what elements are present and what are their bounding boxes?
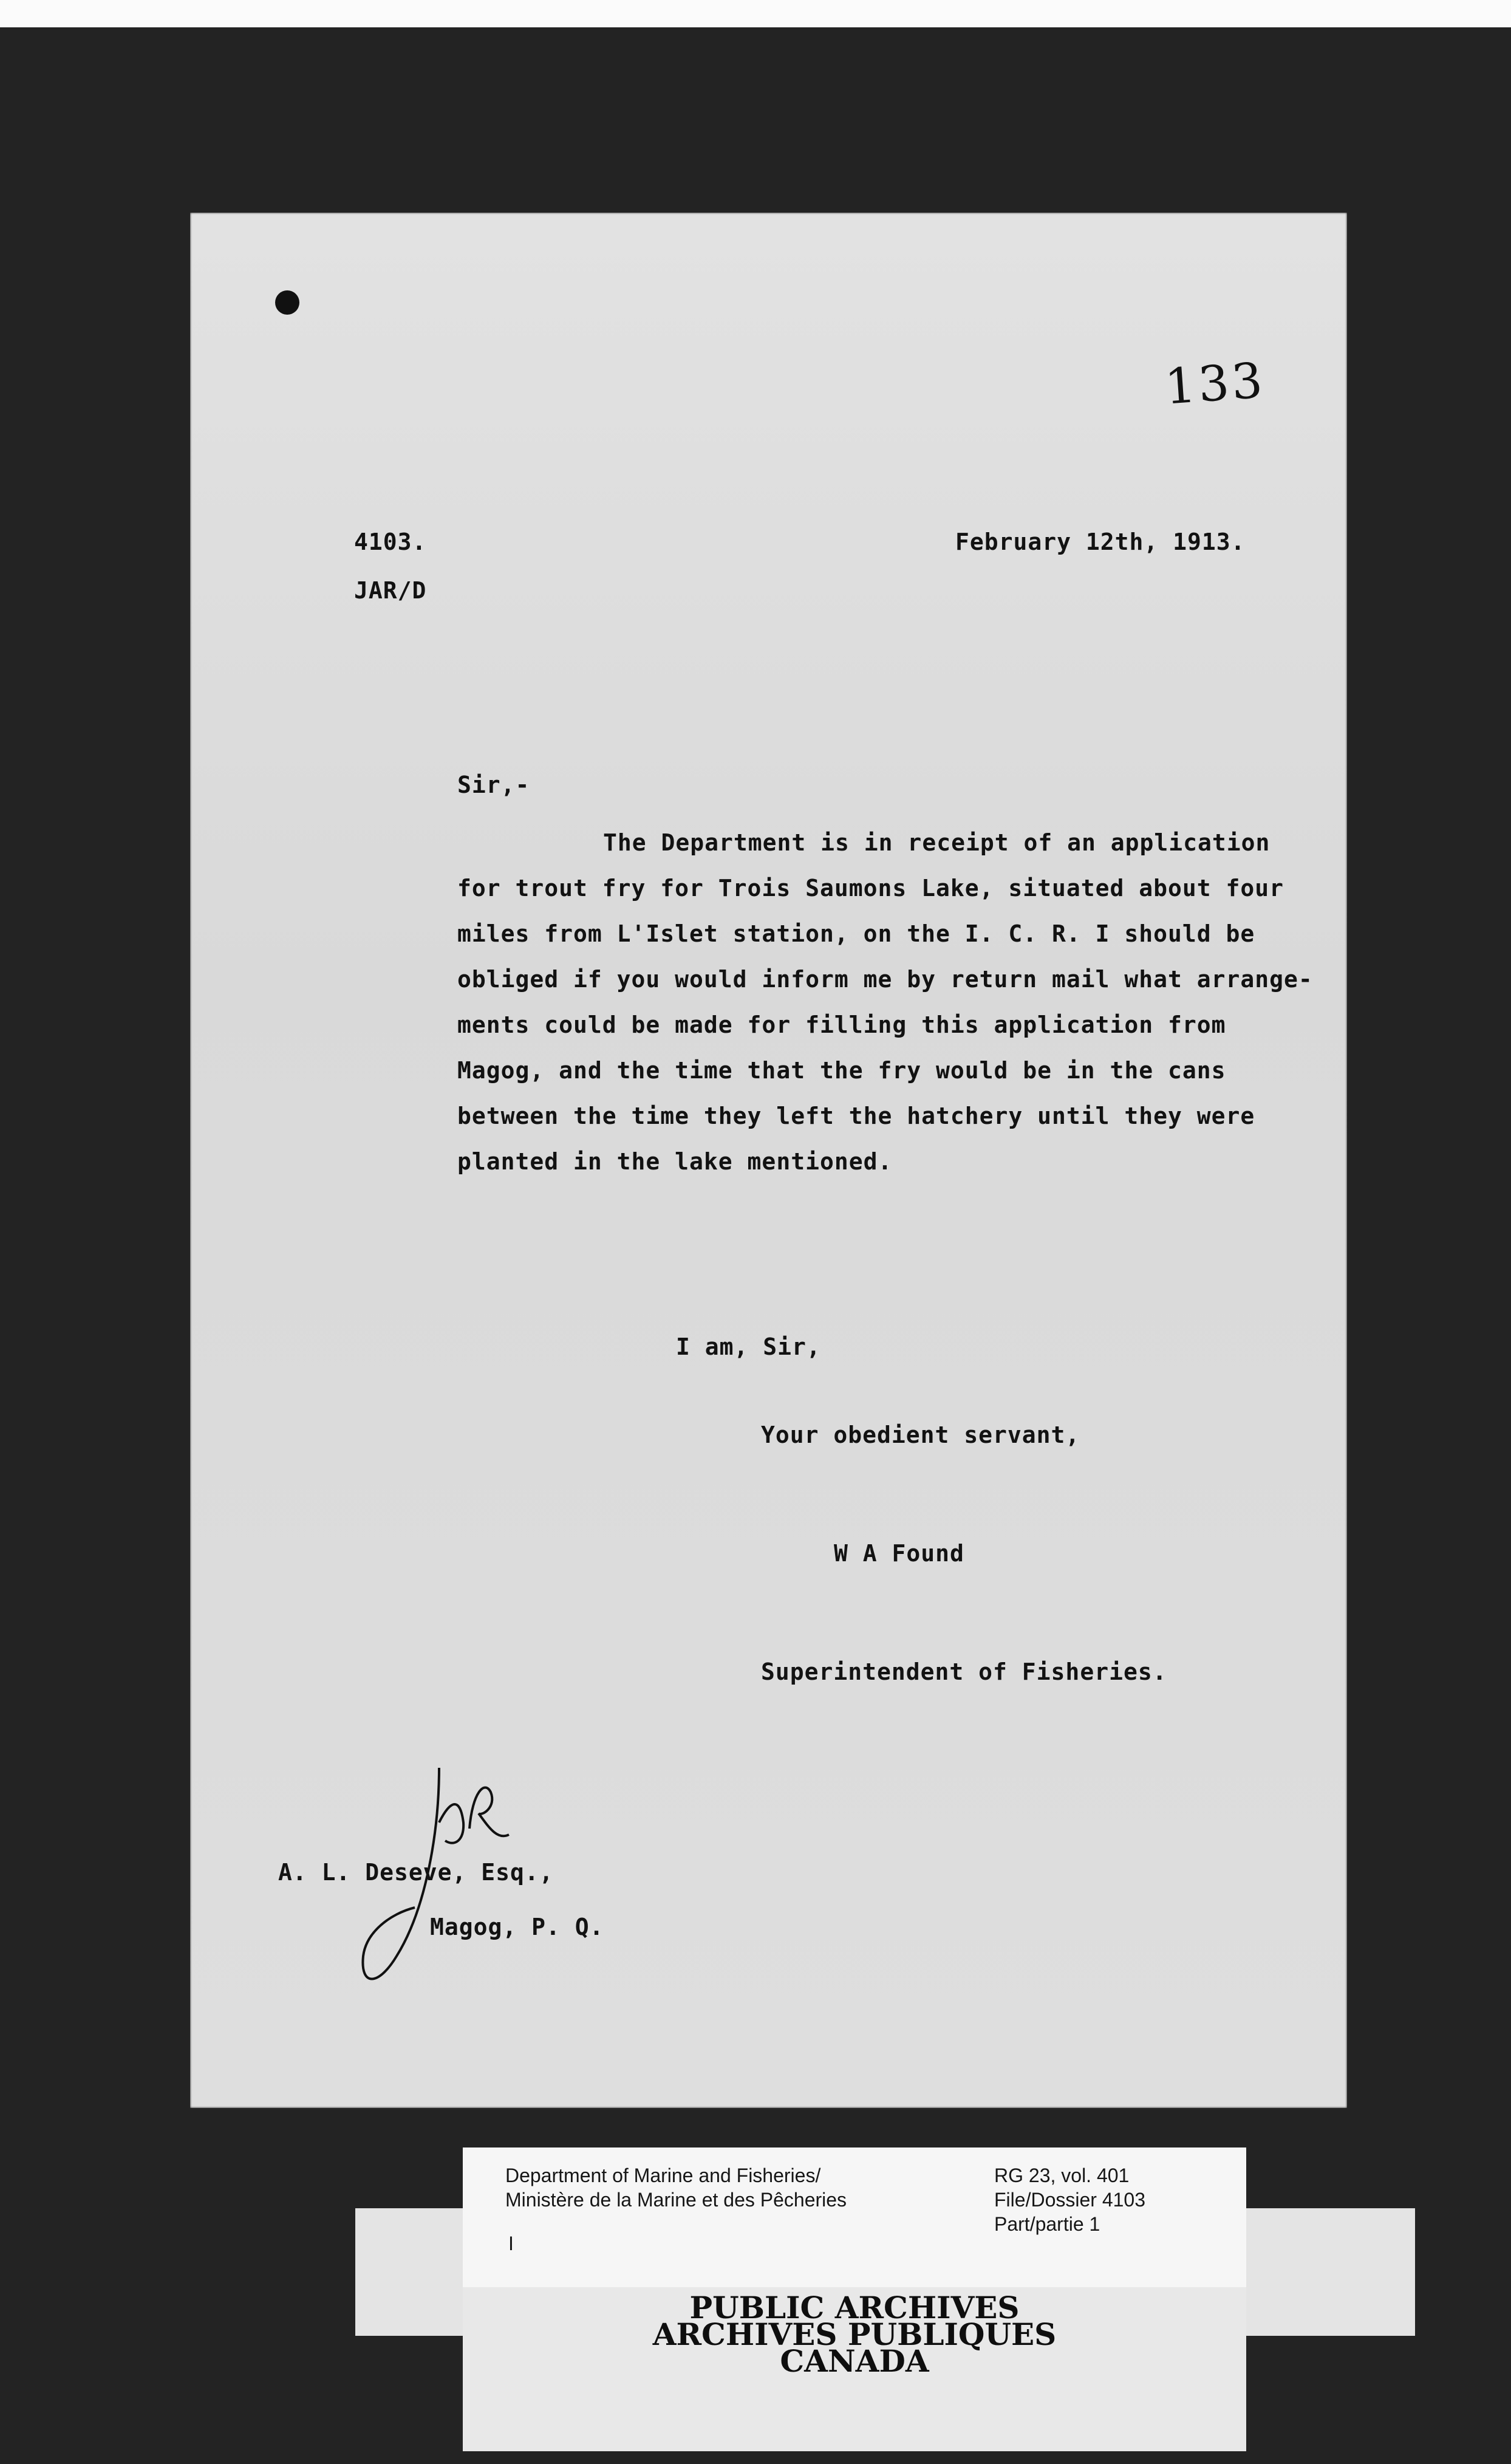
archive-reference-label — [463, 2147, 1246, 2287]
file-number: 4103. — [354, 529, 427, 555]
body-line: ments could be made for filling this application from — [457, 1011, 1226, 1038]
body-line: between the time they left the hatchery until they were — [457, 1103, 1255, 1129]
department-en: Department of Marine and Fisheries/ — [505, 2165, 821, 2186]
punch-hole — [275, 290, 299, 315]
archive-stamp — [463, 2287, 1246, 2451]
department-fr: Ministère de la Marine et des Pêcheries — [505, 2189, 847, 2211]
record-group: RG 23, vol. 401 — [994, 2165, 1130, 2186]
stamp-line-1: PUBLIC ARCHIVES — [689, 2290, 1020, 2325]
body-line: Magog, and the time that the fry would be in the cans — [457, 1057, 1226, 1084]
salutation: Sir,- — [457, 772, 530, 798]
body-line: miles from L'Islet station, on the I. C. R. I should be — [457, 920, 1255, 947]
body-line: The Department is in receipt of an application — [603, 829, 1271, 856]
signatory-title: Superintendent of Fisheries. — [761, 1658, 1167, 1685]
stamp-line-3: CANADA — [780, 2343, 929, 2379]
body-line: obliged if you would inform me by return mail what arrange- — [457, 966, 1313, 993]
body-line: planted in the lake mentioned. — [457, 1148, 893, 1175]
addressee-place: Magog, P. Q. — [430, 1914, 604, 1940]
typed-signature: W A Found — [834, 1540, 964, 1567]
folio-number: 133 — [1162, 352, 1267, 416]
closing-line: Your obedient servant, — [761, 1422, 1080, 1448]
film-border-top — [0, 0, 1511, 27]
addressee-name: A. L. Deseve, Esq., — [278, 1859, 554, 1886]
stamp-line-2: ARCHIVES PUBLIQUES — [652, 2316, 1057, 2352]
letter-date: February 12th, 1913. — [955, 529, 1246, 555]
closing-line: I am, Sir, — [676, 1333, 821, 1360]
body-line: for trout fry for Trois Saumons Lake, situated about four — [457, 875, 1284, 902]
typist-initials: JAR/D — [354, 577, 427, 604]
file-dossier: File/Dossier 4103 — [994, 2189, 1145, 2211]
part-partie: Part/partie 1 — [994, 2213, 1100, 2235]
label-mark: I — [508, 2233, 514, 2254]
letter-page — [190, 213, 1347, 2108]
